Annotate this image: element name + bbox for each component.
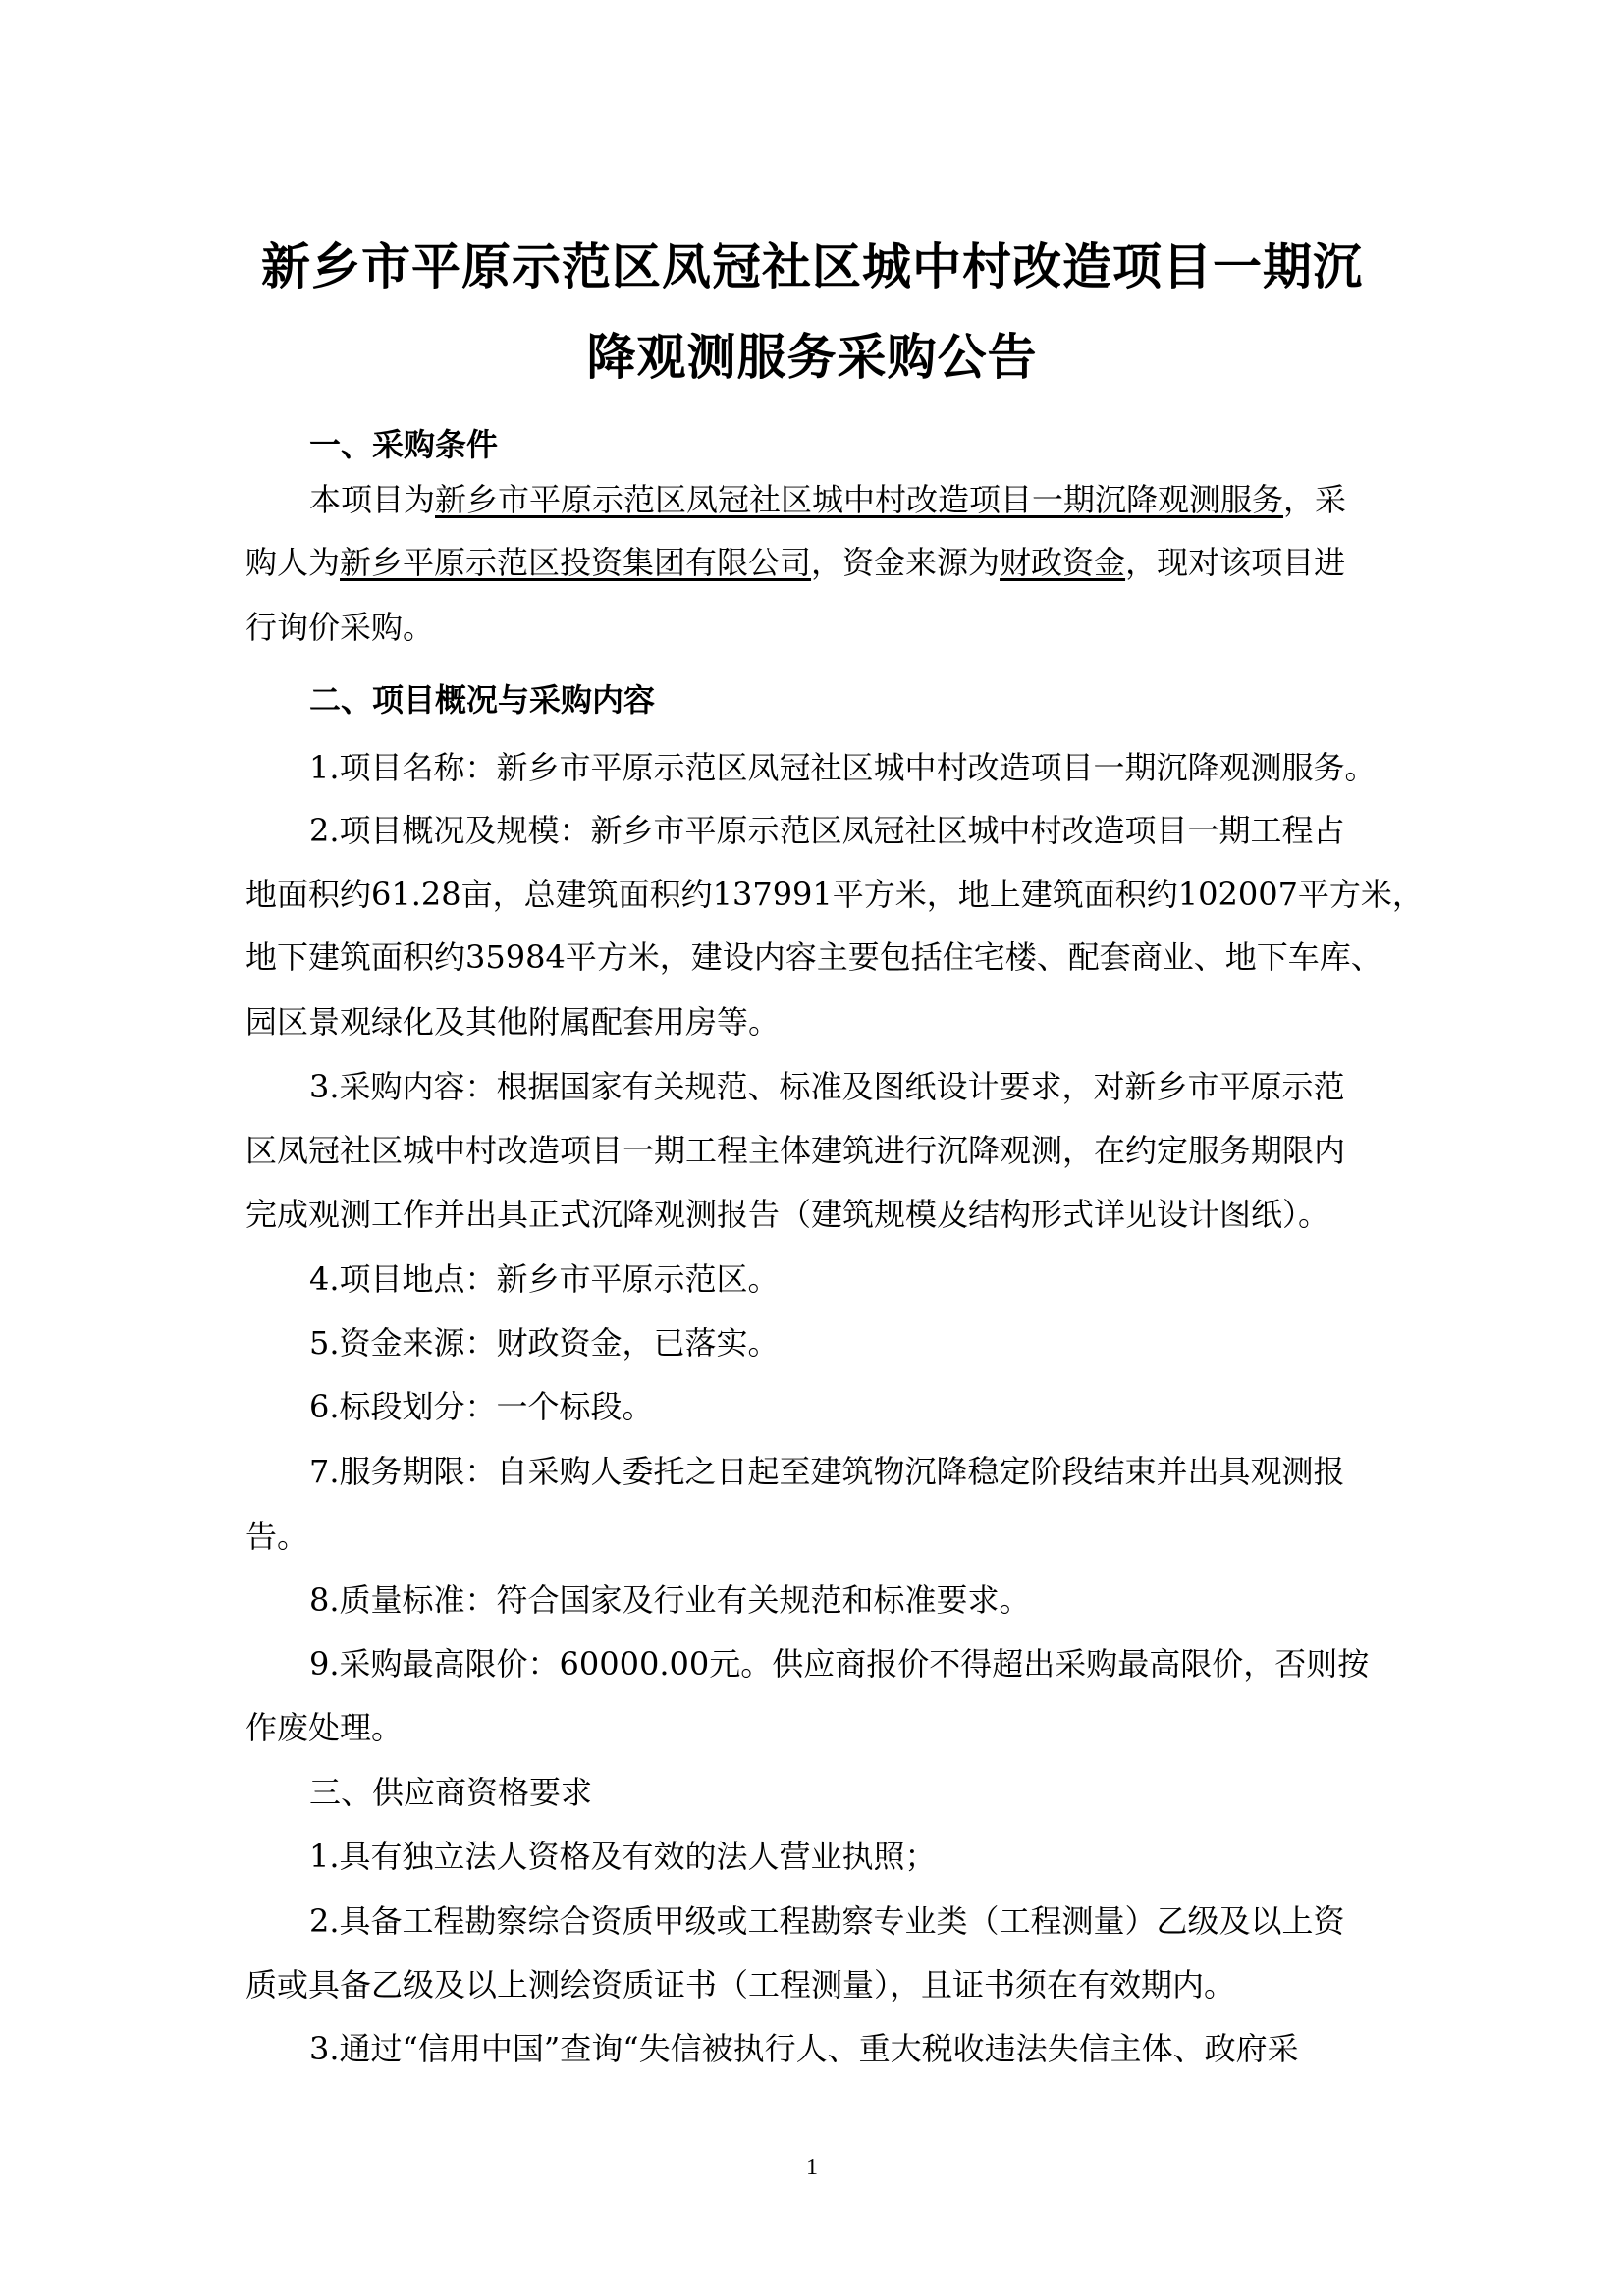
section-1-paragraph-line-3: 行询价采购。 <box>245 609 435 646</box>
section-2-line: 区凤冠社区城中村改造项目一期工程主体建筑进行沉降观测，在约定服务期限内 <box>245 1132 1346 1169</box>
title-line-1: 新乡市平原示范区凤冠社区城中村改造项目一期沉 <box>261 239 1363 295</box>
section-2-line: 9.采购最高限价：60000.00元。供应商报价不得超出采购最高限价，否则按 <box>309 1645 1370 1682</box>
section-2-line: 地面积约61.28亩，总建筑面积约137991平方米，地上建筑面积约102007平方米， <box>245 876 1424 913</box>
section-2-heading: 二、项目概况与采购内容 <box>309 681 656 719</box>
section-2-line: 3.采购内容：根据国家有关规范、标准及图纸设计要求，对新乡市平原示范 <box>309 1068 1345 1105</box>
section-2-line: 作废处理。 <box>245 1709 404 1746</box>
text: ，资金来源为 <box>811 544 1001 581</box>
section-2-line: 4.项目地点：新乡市平原示范区。 <box>309 1260 780 1298</box>
title-line-2: 降观测服务采购公告 <box>586 329 1038 386</box>
section-3-line: 1.具有独立法人资格及有效的法人营业执照； <box>309 1838 937 1875</box>
section-2-line: 2.项目概况及规模：新乡市平原示范区凤冠社区城中村改造项目一期工程占 <box>309 812 1345 849</box>
section-1-paragraph-line-1 <box>309 480 1346 519</box>
section-2-line: 完成观测工作并出具正式沉降观测报告（建筑规模及结构形式详见设计图纸）。 <box>245 1196 1330 1233</box>
section-2-line: 地下建筑面积约35984平方米，建设内容主要包括住宅楼、配套商业、地下车库、 <box>245 938 1382 976</box>
text: ，现对该项目进 <box>1125 544 1346 581</box>
section-2-line: 告。 <box>245 1518 309 1555</box>
section-2-line: 6.标段划分：一个标段。 <box>309 1388 654 1425</box>
text: 购人为 <box>245 544 341 581</box>
fund-source-underlined: 财政资金 <box>1000 544 1126 581</box>
section-1-heading: 一、采购条件 <box>309 426 499 463</box>
section-2-line: 1.项目名称：新乡市平原示范区凤冠社区城中村改造项目一期沉降观测服务。 <box>309 749 1377 786</box>
section-3-line: 2.具备工程勘察综合资质甲级或工程勘察专业类（工程测量）乙级及以上资 <box>309 1902 1345 1940</box>
page-number: 1 <box>806 2155 818 2180</box>
section-3-line: 3.通过“信用中国”查询“失信被执行人、重大税收违法失信主体、政府采 <box>309 2030 1299 2067</box>
section-2-line: 5.资金来源：财政资金，已落实。 <box>309 1324 780 1362</box>
section-1-paragraph-line-2 <box>245 543 1345 582</box>
section-2-line: 7.服务期限：自采购人委托之日起至建筑物沉降稳定阶段结束并出具观测报 <box>309 1453 1345 1490</box>
section-3-heading: 三、供应商资格要求 <box>309 1774 593 1811</box>
project-name-underlined: 新乡市平原示范区凤冠社区城中村改造项目一期沉降观测服务 <box>435 481 1284 518</box>
section-3-line: 质或具备乙级及以上测绘资质证书（工程测量），且证书须在有效期内。 <box>245 1966 1236 2003</box>
section-2-line: 8.质量标准：符合国家及行业有关规范和标准要求。 <box>309 1581 1031 1619</box>
text: ，采 <box>1283 481 1347 518</box>
section-2-line: 园区景观绿化及其他附属配套用房等。 <box>245 1003 781 1041</box>
buyer-name-underlined: 新乡平原示范区投资集团有限公司 <box>340 544 812 581</box>
text: 本项目为 <box>309 481 436 518</box>
